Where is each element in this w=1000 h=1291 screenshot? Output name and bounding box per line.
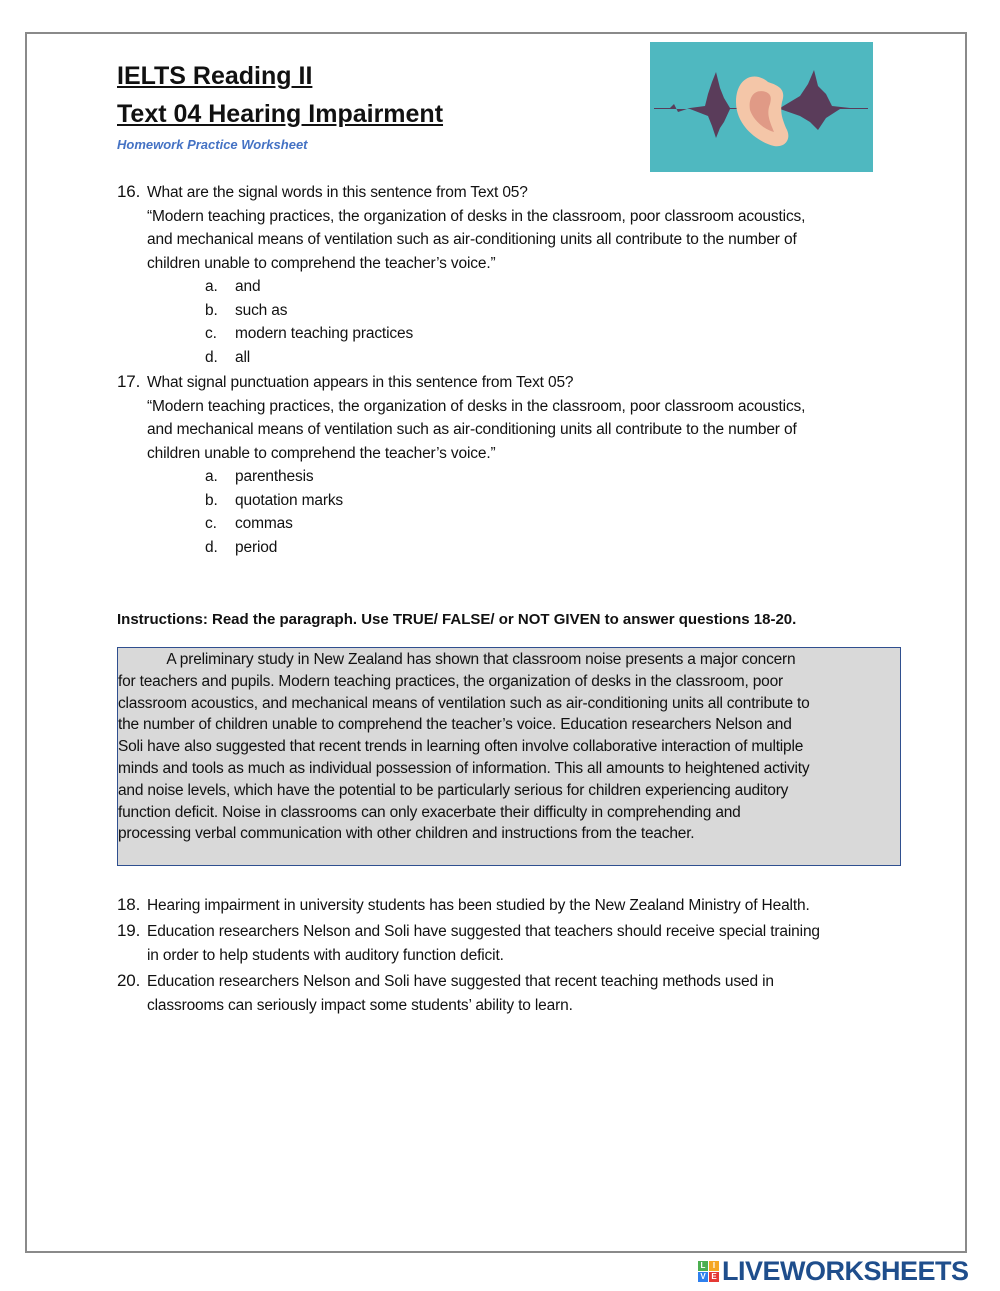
option-b[interactable]	[117, 299, 805, 323]
option-b[interactable]	[117, 489, 805, 513]
paragraph-line: and noise levels, which have the potential to be particularly serious for children experiencing auditory	[118, 781, 789, 799]
question-number: 16.	[117, 182, 141, 201]
option-text: all	[235, 348, 251, 366]
paragraph-line: function deficit. Noise in classrooms can only exacerbate their difficulty in comprehending and	[118, 803, 741, 821]
quote-line: children unable to comprehend the teacher’s voice.”	[147, 444, 496, 462]
option-text: modern teaching practices	[235, 325, 414, 342]
statement-text: Education researchers Nelson and Soli have suggested that teachers should receive special training	[147, 922, 820, 940]
paragraph-line: classroom acoustics, and mechanical means of ventilation such as air-conditioning units all contribute to	[118, 694, 810, 712]
paragraph-line: processing verbal communication with other children and instructions from the teacher.	[118, 825, 695, 843]
paragraph-line: A preliminary study in New Zealand has shown that classroom noise presents a major concern	[118, 651, 796, 668]
option-a[interactable]	[117, 275, 805, 299]
ear-soundwave-image	[650, 42, 873, 172]
quote-line: “Modern teaching practices, the organization of desks in the classroom, poor classroom acoustics,	[147, 397, 806, 415]
statement-text: Education researchers Nelson and Soli have suggested that recent teaching methods used in	[147, 972, 774, 990]
liveworksheets-logo	[698, 1256, 969, 1287]
option-c[interactable]	[117, 512, 805, 536]
statement-number: 18.	[117, 895, 141, 914]
option-letter: d.	[205, 348, 218, 366]
question-number: 17.	[117, 372, 141, 391]
question-text: What are the signal words in this sentence from Text 05?	[147, 184, 528, 201]
option-letter: b.	[205, 301, 218, 319]
reading-paragraph-box	[117, 647, 901, 866]
statement-20	[117, 969, 820, 995]
logo-block: I	[709, 1261, 719, 1271]
option-letter: d.	[205, 538, 218, 556]
text-title: Text 04 Hearing Impairment	[117, 100, 444, 128]
quote-line: children unable to comprehend the teacher’s voice.”	[147, 254, 496, 272]
option-letter: c.	[205, 325, 217, 342]
option-d[interactable]	[117, 346, 805, 370]
question-text: What signal punctuation appears in this sentence from Text 05?	[147, 374, 574, 391]
logo-block: L	[698, 1261, 708, 1271]
option-text: and	[235, 278, 261, 295]
option-text: parenthesis	[235, 468, 314, 485]
option-text: period	[235, 538, 278, 556]
paragraph-line: the number of children unable to comprehend the teacher’s voice. Education researchers Nelson and	[118, 716, 792, 734]
brand-name: LIVEWORKSHEETS	[722, 1256, 969, 1286]
statements	[117, 893, 820, 1019]
statement-text: classrooms can seriously impact some students’ ability to learn.	[147, 997, 573, 1014]
statement-18	[117, 893, 820, 919]
statement-number: 20.	[117, 970, 141, 990]
option-d[interactable]	[117, 536, 805, 560]
question-17	[117, 370, 805, 559]
question-16	[117, 180, 805, 369]
logo-blocks-icon	[698, 1261, 719, 1282]
worksheet-title: IELTS Reading II	[117, 62, 313, 90]
option-letter: a.	[205, 278, 218, 295]
paragraph-line: minds and tools as much as individual possession of information. This all amounts to heightened activity	[118, 759, 810, 777]
statement-19	[117, 919, 820, 945]
option-c[interactable]	[117, 322, 805, 346]
paragraph-line: Soli have also suggested that recent trends in learning often involve collaborative interaction of multiple	[118, 738, 804, 756]
logo-block: E	[709, 1272, 719, 1282]
option-text: such as	[235, 301, 288, 319]
instructions: Instructions: Read the paragraph. Use TRUE/ FALSE/ or NOT GIVEN to answer questions 18-20.	[117, 611, 797, 628]
subtitle: Homework Practice Worksheet	[117, 137, 308, 152]
option-text: commas	[235, 515, 293, 532]
paragraph-line: for teachers and pupils. Modern teaching practices, the organization of desks in the classroom, poor	[118, 672, 783, 690]
quote-line: “Modern teaching practices, the organization of desks in the classroom, poor classroom acoustics,	[147, 207, 806, 225]
quote-line: and mechanical means of ventilation such as air-conditioning units all contribute to the number of	[147, 231, 797, 248]
statement-text: in order to help students with auditory function deficit.	[147, 947, 504, 964]
statement-text: Hearing impairment in university students has been studied by the New Zealand Ministry of Health.	[147, 897, 810, 914]
option-letter: c.	[205, 515, 217, 532]
statement-number: 19.	[117, 920, 141, 940]
option-a[interactable]	[117, 465, 805, 489]
option-letter: a.	[205, 468, 218, 485]
logo-block: V	[698, 1272, 708, 1282]
quote-line: and mechanical means of ventilation such as air-conditioning units all contribute to the number of	[147, 421, 797, 438]
option-letter: b.	[205, 491, 218, 509]
option-text: quotation marks	[235, 491, 344, 509]
